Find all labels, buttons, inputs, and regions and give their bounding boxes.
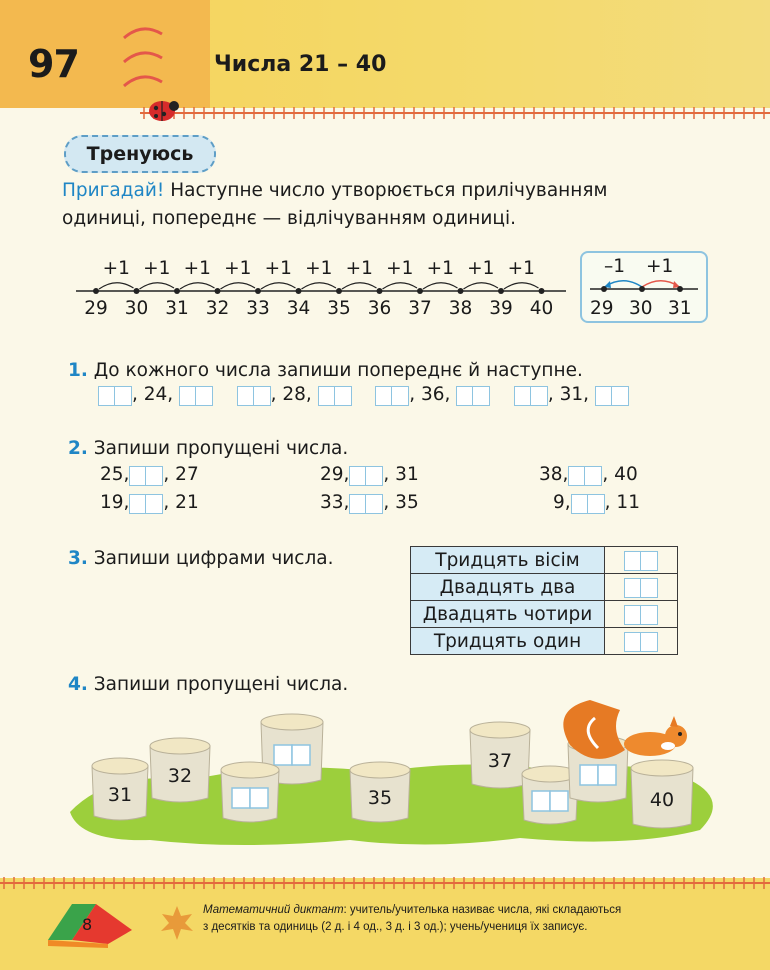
number-line-dot (174, 288, 180, 294)
number-line-arc (140, 283, 175, 289)
task-2-item: 25, , 27 (100, 464, 199, 485)
number-line-arc (99, 283, 134, 289)
table-row (411, 574, 678, 601)
task-1-item: , 36, (409, 384, 451, 405)
task-1-item: , 24, (132, 384, 174, 405)
number-line-dot (417, 288, 423, 294)
task-3-heading (68, 548, 333, 569)
task-1-item: , 28, (270, 384, 312, 405)
section-badge: Тренуюсь (64, 135, 216, 173)
step-label: +1 (467, 258, 495, 279)
step-label: +1 (426, 258, 454, 279)
step-label: +1 (264, 258, 292, 279)
remember-lead: Пригадай! (62, 180, 165, 201)
task-1-item: , 31, (547, 384, 590, 405)
table-answer[interactable] (605, 601, 678, 628)
page-title: Числа 21 – 40 (214, 52, 387, 77)
stump-answer-cell[interactable] (274, 745, 292, 765)
answer-cell[interactable] (571, 493, 605, 514)
stump-number: 37 (487, 750, 513, 772)
number-line-dot (255, 288, 261, 294)
number-line-dot (377, 288, 383, 294)
answer-cell[interactable] (349, 493, 383, 514)
task-2-heading (68, 438, 348, 459)
number-line-arc (302, 283, 337, 289)
task-2-item: 29, , 31 (320, 464, 419, 485)
answer-cell[interactable] (595, 385, 629, 406)
stumps-scene (50, 700, 750, 850)
task-3-number: 3. (68, 548, 88, 569)
number-line-dot (498, 288, 504, 294)
number-line-dot (93, 288, 99, 294)
task-4-heading (68, 674, 348, 695)
number-line-dot (215, 288, 221, 294)
task-2-text: Запиши пропущені числа. (93, 438, 349, 459)
answer-cell[interactable] (179, 385, 213, 406)
task-4-number: 4. (68, 674, 88, 695)
task-2-item: 38, , 40 (539, 464, 638, 485)
stump-answer-cell[interactable] (550, 791, 568, 811)
answer-cell[interactable] (375, 385, 409, 406)
number-line-arc (180, 283, 215, 289)
stump-number: 31 (107, 784, 133, 806)
stump (150, 738, 210, 802)
stump-answer-cell[interactable] (232, 788, 250, 808)
number-line-number: 38 (448, 298, 473, 319)
task-2-item: 9, , 11 (553, 492, 640, 513)
task-1-number: 1. (68, 360, 88, 381)
step-label: +1 (143, 258, 171, 279)
number-line-arc (261, 283, 296, 289)
task-1-row (98, 384, 629, 406)
answer-cell[interactable] (568, 465, 602, 486)
number-line-number: 40 (529, 298, 554, 319)
table-row (411, 547, 678, 574)
number-line-arc (464, 283, 499, 289)
stump-number: 35 (367, 787, 393, 809)
task-2-number: 2. (68, 438, 88, 459)
footer-ruler (0, 876, 770, 890)
step-label: +1 (345, 258, 373, 279)
example-number-2: 30 (629, 298, 653, 319)
answer-cell[interactable] (349, 465, 383, 486)
table-answer[interactable] (605, 547, 678, 574)
stump (350, 762, 410, 822)
example-minus-label: –1 (604, 256, 626, 277)
number-line-number: 33 (246, 298, 270, 319)
number-line-number: 31 (165, 298, 189, 319)
number-line-arc (423, 283, 458, 289)
table-answer[interactable] (605, 628, 678, 655)
step-label: +1 (305, 258, 333, 279)
task-2-item: 19, , 21 (100, 492, 199, 513)
number-line-arc (342, 283, 377, 289)
number-line-arc (221, 283, 256, 289)
answer-cell[interactable] (514, 385, 548, 406)
answer-cell[interactable] (129, 465, 163, 486)
example-plus-label: +1 (646, 256, 674, 277)
stump-answer-cell[interactable] (250, 788, 268, 808)
stump (631, 760, 693, 828)
number-line-number: 34 (286, 298, 311, 319)
answer-cell[interactable] (456, 385, 490, 406)
answer-cell[interactable] (237, 385, 271, 406)
table-word: Тридцять вісім (411, 547, 605, 574)
footer-note-rest: : учитель/учителька називає числа, які складаються (343, 904, 622, 916)
step-label: +1 (386, 258, 414, 279)
answer-cell[interactable] (129, 493, 163, 514)
number-line-dot (296, 288, 302, 294)
number-line-dot (336, 288, 342, 294)
stump (92, 758, 148, 820)
table-word: Двадцять чотири (411, 601, 605, 628)
step-label: +1 (183, 258, 211, 279)
stump-number: 40 (649, 789, 675, 811)
number-line-arc (383, 283, 418, 289)
number-line-arc (504, 283, 539, 289)
number-line-number: 37 (408, 298, 432, 319)
remember-text-1: Наступне число утворюється прилічуванням (170, 180, 608, 201)
table-row (411, 628, 678, 655)
example-number-1: 29 (590, 298, 614, 319)
stump-number: 32 (167, 765, 193, 787)
table-word: Двадцять два (411, 574, 605, 601)
table-answer[interactable] (605, 574, 678, 601)
footer-note (203, 902, 723, 936)
answer-cell[interactable] (98, 385, 132, 406)
number-line-number: 39 (489, 298, 513, 319)
task-2-item: 33, , 35 (320, 492, 419, 513)
answer-cell[interactable] (318, 385, 352, 406)
table-word: Тридцять один (411, 628, 605, 655)
number-line-number: 35 (327, 298, 351, 319)
stump-answer-cell[interactable] (580, 765, 598, 785)
task-1-text: До кожного числа запиши попереднє й наступне. (93, 360, 583, 381)
number-line-number: 29 (84, 298, 108, 319)
stump-answer-cell[interactable] (598, 765, 616, 785)
stump (470, 722, 530, 788)
footer-note-italic: Математичний диктант (203, 904, 344, 916)
number-line-dot (458, 288, 464, 294)
task-3-text: Запиши цифрами числа. (93, 548, 334, 569)
number-line-dot (134, 288, 140, 294)
stump (221, 762, 279, 822)
number-line-number: 36 (367, 298, 392, 319)
step-label: +1 (224, 258, 252, 279)
task-4-text: Запиши пропущені числа. (93, 674, 349, 695)
example-number-3: 31 (668, 298, 692, 319)
step-label: +1 (102, 258, 130, 279)
stump-answer-cell[interactable] (292, 745, 310, 765)
words-table (410, 546, 678, 655)
task-1-heading (68, 360, 583, 381)
page-number: 97 (28, 42, 79, 86)
leaf-icon (158, 904, 196, 942)
step-label: +1 (507, 258, 535, 279)
footer-note-line-2: з десятків та одиниць (2 д. і 4 од., 3 д. і 3 од.); учень/учениця їх записує. (203, 921, 588, 933)
footer-strip-number: 8 (82, 915, 93, 934)
number-line-number: 32 (205, 298, 230, 319)
remember-text-2: одиниці, попереднє — відлічуванням одиниці. (62, 208, 516, 229)
stump-answer-cell[interactable] (532, 791, 550, 811)
number-line-dot (539, 288, 545, 294)
number-line-number: 30 (124, 298, 149, 319)
table-row (411, 601, 678, 628)
